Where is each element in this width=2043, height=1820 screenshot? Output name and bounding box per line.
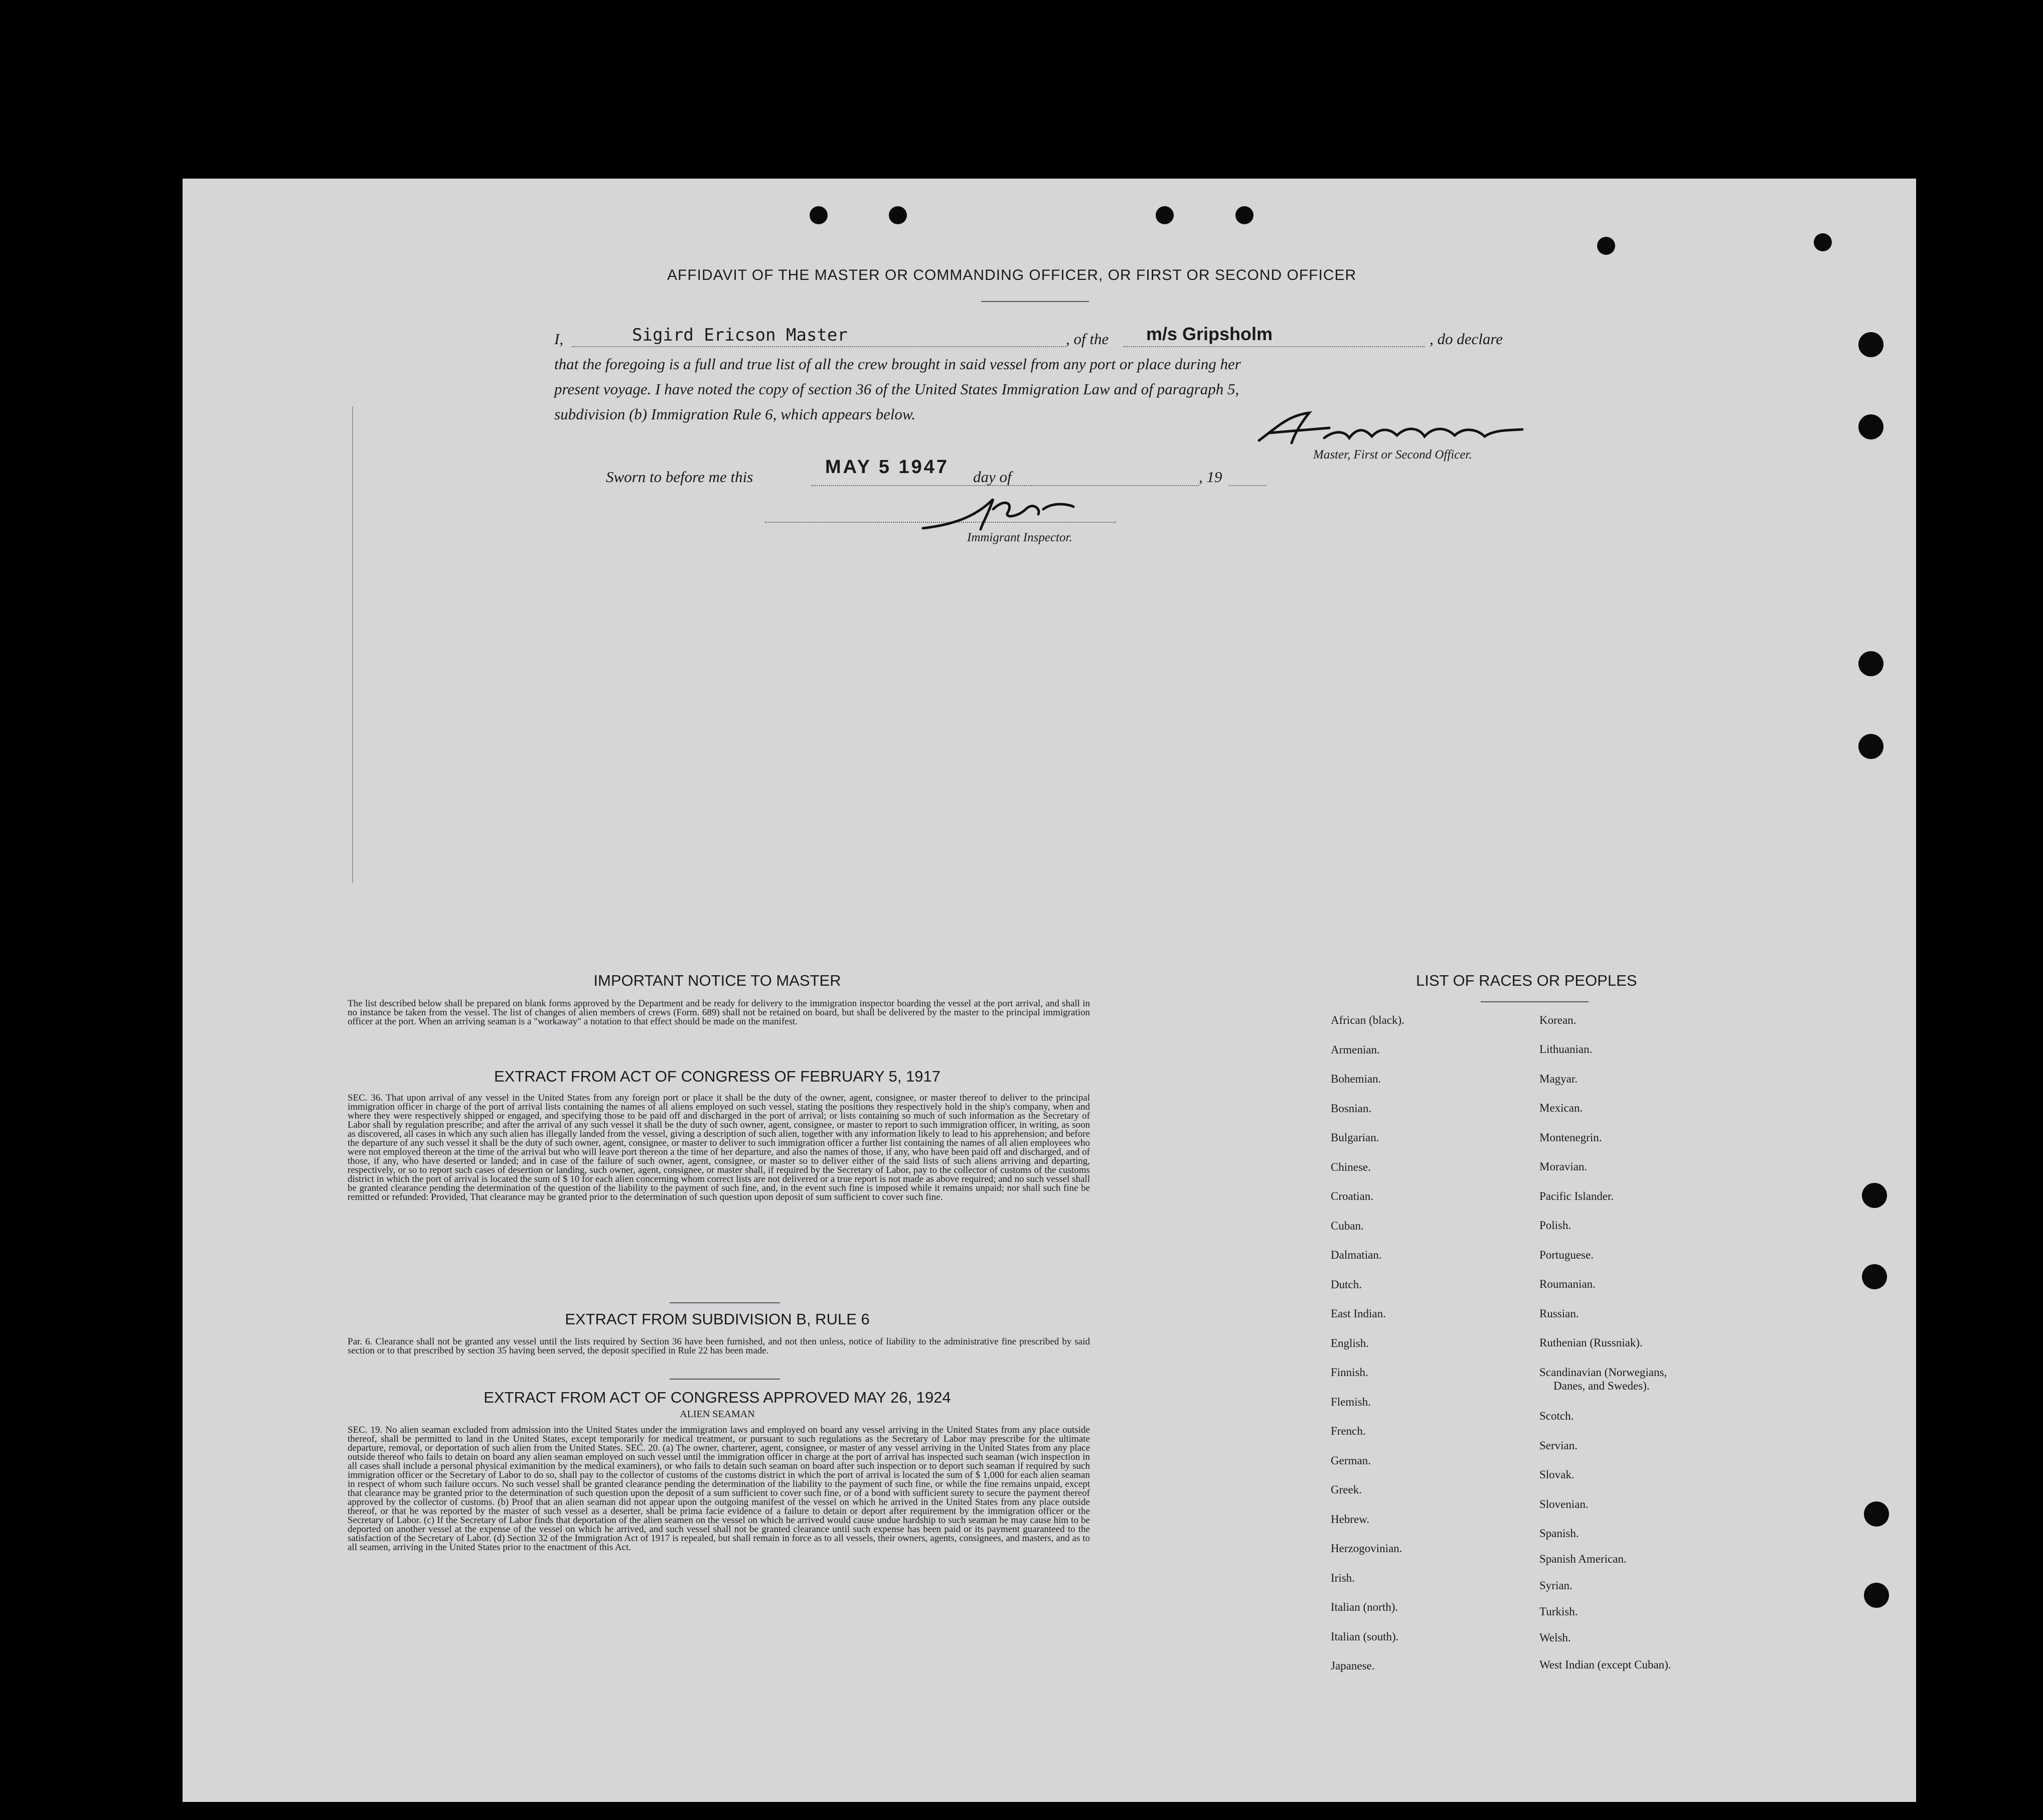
month-line [1033, 485, 1199, 486]
race-item: Spanish American. [1539, 1553, 1627, 1565]
race-item: Montenegrin. [1539, 1131, 1602, 1144]
affidavit-line-2: that the foregoing is a full and true list of all the crew brought in said vessel from any port or place during her [554, 355, 1241, 373]
affidavit-i-label: I, [554, 330, 564, 348]
race-item: Dalmatian. [1331, 1249, 1382, 1261]
master-signature [1249, 405, 1530, 450]
race-item: Syrian. [1539, 1579, 1573, 1592]
punch-hole [1814, 233, 1832, 251]
vessel-line [1124, 346, 1425, 347]
race-item: Japanese. [1331, 1659, 1375, 1672]
race-item: Italian (north). [1331, 1601, 1398, 1613]
title-divider [981, 301, 1089, 302]
punch-hole [1864, 1583, 1889, 1608]
affidavit-line-3: present voyage. I have noted the copy of section 36 of the United States Immigration Law and of paragraph 5, [554, 380, 1239, 398]
race-item: Pacific Islander. [1539, 1190, 1614, 1202]
race-item: West Indian (except Cuban). [1539, 1658, 1671, 1671]
punch-hole [1156, 206, 1174, 224]
race-item: English. [1331, 1336, 1369, 1349]
race-item: Bohemian. [1331, 1073, 1381, 1085]
extract-1917-heading: EXTRACT FROM ACT OF CONGRESS OF FEBRUARY 5, 1917 [494, 1068, 941, 1085]
master-name-field: Sigird Ericson Master [632, 325, 848, 345]
race-item: Polish. [1539, 1219, 1571, 1232]
inspector-caption: Immigrant Inspector. [967, 531, 1072, 544]
race-item: French. [1331, 1425, 1366, 1437]
race-item: Roumanian. [1539, 1278, 1596, 1290]
vessel-name-field: m/s Gripsholm [1146, 324, 1273, 344]
section-divider [670, 1379, 780, 1380]
race-item: Servian. [1539, 1439, 1578, 1452]
races-heading: LIST OF RACES OR PEOPLES [1416, 972, 1637, 989]
extract-1924-text: SEC. 19. No alien seaman excluded from admission into the United States under the immigration laws and employed on board any vessel arriving in the United States from any place outside thereof, shall be permitted to land in the United States, except temporarily for medical treatment, or pursuant to such regulations as the Secretary of Labor may prescribe for the ultimate departure, removal, or deportation of such alien from the United States. SEC. 20. (a) The owner, charterer, agent, consignee, or master of any vessel arriving in the United States from any place outside thereof who fails to detain on board any alien seaman employed on such vessel until the immigration officer in charge at the port of arrival has inspected such seaman (wich inspection in all cases shall include a personal physical eximanition by the medical examiners), or who fails to detain such seaman on board after such inspection or to deport such seaman if required by such immigration officer or the Secretary of Labor to do so, shall pay to the collector of customs of the customs district in which the port of arrival is located the sum of $ 1,000 for each alien seaman in respect of whom such failure occurs. No such vessel shall be granted clearance pending the determination of the liability to the payment of such fine, or while the fine remains unpaid, except that clearance may be granted prior to the determination of such question upon the deposit of a sum sufficient to cover such fine, or of a bond with sufficient surety to secure the payment thereof approved by the collector of customs. (b) Proof that an alien seaman did not appear upon the outgoing manifest of the vessel on which he arrived in the United States from any place outside thereof, or that he was reported by the master of such vessel as a deserter, shall be prima facie evidence of a failure to detain or deport after requirement by the immigration officer or the Secretary of Labor. (c) If the Secretary of Labor finds that deportation of the alien seamen on the vessel on which he arrived would cause undue hardship to such seaman he may cause him to be deported on another vessel at the expense of the vessel on which he arrived, and such vessel shall not be granted clearance until such expense has been paid or its payment guaranteed to the satisfaction of the Secretary of Labor. (d) Section 32 of the Immigration Act of 1917 is repealed, but shall remain in force as to all vessels, their owners, agents, consignees, and masters, and as to all seamen, arriving in the United States prior to the enactment of this Act. [348, 1425, 1090, 1553]
race-item: Greek. [1331, 1483, 1362, 1496]
extract-1924-heading: EXTRACT FROM ACT OF CONGRESS APPROVED MAY 26, 1924 [484, 1389, 951, 1406]
punch-hole [1858, 332, 1883, 357]
race-item: African (black). [1331, 1014, 1404, 1026]
punch-hole [1235, 206, 1253, 224]
affidavit-title: AFFIDAVIT OF THE MASTER OR COMMANDING OFFICER, OR FIRST OR SECOND OFFICER [667, 267, 1357, 283]
year-prefix: , 19 [1199, 468, 1222, 486]
extract-1924-subtitle: ALIEN SEAMAN [680, 1409, 755, 1420]
margin-rule [352, 406, 353, 883]
race-item: Flemish. [1331, 1395, 1371, 1408]
punch-hole [1858, 651, 1883, 676]
race-item: Portuguese. [1539, 1249, 1594, 1261]
race-item: Welsh. [1539, 1631, 1571, 1644]
punch-hole [1858, 734, 1883, 759]
race-item: Scandinavian (Norwegians, [1539, 1366, 1667, 1379]
punch-hole [1862, 1183, 1887, 1208]
race-item: Russian. [1539, 1307, 1579, 1320]
affidavit-of-the: , of the [1066, 330, 1109, 348]
race-item: Korean. [1539, 1014, 1577, 1026]
punch-hole [1862, 1264, 1887, 1289]
race-item: Irish. [1331, 1571, 1355, 1584]
affidavit-do-declare: , do declare [1430, 330, 1503, 348]
extract-1917-text: SEC. 36. That upon arrival of any vessel in the United States from any foreign port or place it shall be the duty of the owner, agent, consignee, or master thereof to deliver to the principal immigration officer in charge of the port of arrival lists containing the names of all aliens employed on such vessel, stating the positions they respectively hold in the ship's company, when and where they were respectively shipped or engaged, and specifying those to be paid off and discharged in the port of arrival; or lists containing so much of such information as the Secretary of Labor shall by regulation prescribe; and after the arrival of any such vessel it shall be the duty of such owner, agent, consignee, or master to report to such immigration officer, in writing, as soon as discovered, all cases in which any such alien has illegally landed from the vessel, giving a description of such alien, together with any information likely to lead to his apprehension; and before the departure of any such vessel it shall be the duty of such owner, agent, consignee, or master to deliver to such immigration officer a further list containing the names of all alien employees who were not employed thereon at the time of the arrival but who will leave port thereon a the time of her departure, and also the names of those, if any, who have been paid off and discharged, and of those, if any, who have deserted or landed; and in case of the failure of such owner, agent, consignee, or master so to deliver either of the said lists of such aliens arriving and departing, respectively, or so to report such cases of desertion or landing, such owner, agent, consignee, or master shall, if required by the Secretary of Labor, pay to the collector of customs of the customs district in which the port of arrival is located the sum of $ 10 for each alien concerning whom correct lists are not delivered or a true report is not made as above required; and no such vessel shall be granted clearance pending the determination of the question of the liability to the payment of such fine, and, in the event such fine is imposed while it remains unpaid; nor shall such fine be remitted or refunded: Provided, That clearance may be granted prior to the determination of such question upon deposit of sum sufficient to cover such fine. [348, 1093, 1090, 1202]
race-item: Scotch. [1539, 1410, 1574, 1422]
punch-hole [1864, 1501, 1889, 1527]
race-item: Moravian. [1539, 1160, 1588, 1173]
race-item: Armenian. [1331, 1043, 1380, 1056]
race-item: Dutch. [1331, 1278, 1362, 1291]
race-item: Turkish. [1539, 1605, 1578, 1618]
year-line [1229, 485, 1267, 486]
race-item: Magyar. [1539, 1073, 1578, 1085]
punch-hole [810, 206, 828, 224]
sworn-label: Sworn to before me this [606, 468, 753, 486]
race-item: Slovenian. [1539, 1498, 1589, 1510]
race-item: Bosnian. [1331, 1102, 1372, 1115]
race-item: Bulgarian. [1331, 1131, 1379, 1144]
officer-caption: Master, First or Second Officer. [1313, 448, 1472, 462]
race-item: Herzogovinian. [1331, 1542, 1402, 1555]
race-item: East Indian. [1331, 1307, 1386, 1320]
race-item: Lithuanian. [1539, 1043, 1593, 1055]
race-item: Finnish. [1331, 1366, 1368, 1379]
inspector-signature [918, 489, 1129, 534]
races-divider [1481, 1001, 1589, 1002]
master-name-line [572, 346, 1066, 347]
race-item: Cuban. [1331, 1219, 1364, 1232]
extract-rule6-heading: EXTRACT FROM SUBDIVISION B, RULE 6 [565, 1310, 870, 1328]
race-item: Slovak. [1539, 1468, 1575, 1481]
affidavit-line-4: subdivision (b) Immigration Rule 6, which appears below. [554, 405, 916, 423]
day-of-label: day of [973, 468, 1012, 486]
race-item: Mexican. [1539, 1102, 1583, 1114]
punch-hole [1858, 414, 1883, 439]
race-item: Croatian. [1331, 1190, 1373, 1202]
section-divider [670, 1302, 780, 1303]
notice-heading: IMPORTANT NOTICE TO MASTER [593, 972, 841, 989]
race-item: Ruthenian (Russniak). [1539, 1336, 1643, 1349]
extract-rule6-text: Par. 6. Clearance shall not be granted any vessel until the lists required by Section 36 have been furnished, and not then unless, notice of liability to the administrative fine prescribed by said section or to that prescribed by section 35 having been served, the deposit specified in Rule 22 has been made. [348, 1336, 1090, 1356]
notice-text: The list described below shall be prepared on blank forms approved by the Department and be ready for delivery to the immigration inspector boarding the vessel at the port arrival, and shall in no instance be taken from the vessel. The list of changes of alien members of crews (Form. 689) shall not be retained on board, but shall be delivered by the master to the principal immigration officer at the port. When an arriving seaman is a "workaway" a notation to that effect should be made on the manifest. [348, 998, 1090, 1027]
race-item: Chinese. [1331, 1160, 1371, 1173]
race-item: Italian (south). [1331, 1630, 1399, 1643]
race-item: Hebrew. [1331, 1512, 1370, 1526]
race-item: Spanish. [1539, 1527, 1579, 1540]
punch-hole [1597, 237, 1615, 255]
race-item: German. [1331, 1454, 1371, 1467]
date-stamp: MAY 5 1947 [825, 457, 950, 478]
race-item: Danes, and Swedes). [1553, 1380, 1650, 1392]
punch-hole [889, 206, 907, 224]
